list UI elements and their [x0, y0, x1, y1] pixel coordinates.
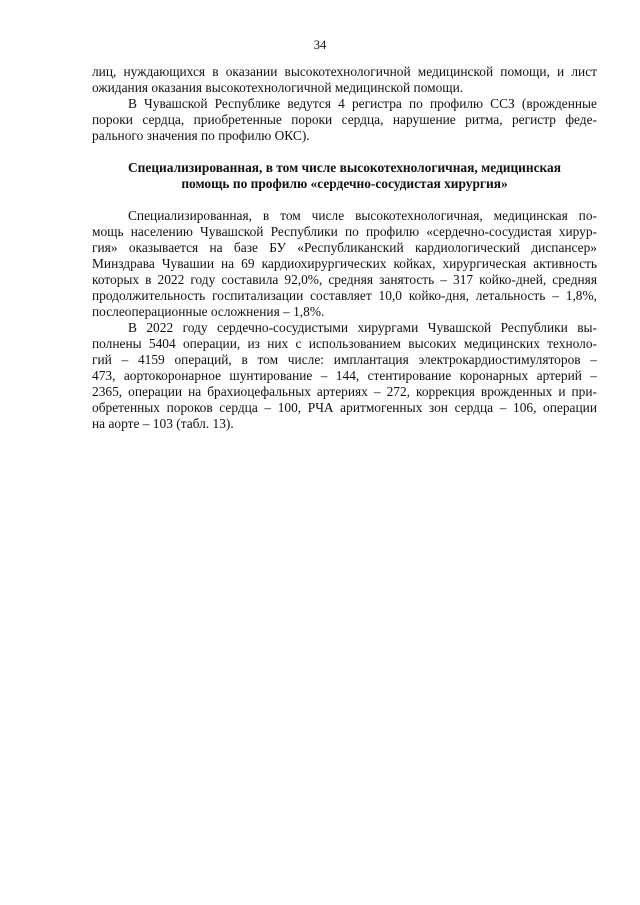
operations-line-7: на аорте – 103 (табл. 13).: [92, 416, 234, 431]
care-line-4: Минздрава Чувашии на 69 кардиохирургических койках, хирургическая активность: [92, 256, 597, 271]
intro-line-2: ожидания оказания высокотехнологичной медицинской помощи.: [92, 80, 464, 95]
care-line-3: гия» оказывается на базе БУ «Республиканский кардиологический диспансер»: [92, 240, 597, 255]
section-heading-line-2: помощь по профилю «сердечно-сосудистая хирургия»: [181, 176, 508, 191]
operations-line-6: обретенных пороков сердца – 100, РЧА аритмогенных зон сердца – 106, операции: [92, 400, 597, 415]
operations-line-4: 473, аортокоронарное шунтирование – 144, стентирование коронарных артерий –: [92, 368, 597, 383]
operations-line-5: 2365, операции на брахиоцефальных артериях – 272, коррекция врожденных и при-: [92, 384, 597, 399]
registry-line-2: пороки сердца, приобретенные пороки сердца, нарушение ритма, регистр феде-: [92, 112, 597, 127]
page-number: 34: [313, 38, 327, 52]
registry-line-1: В Чувашской Республике ведутся 4 регистра по профилю ССЗ (врожденные: [128, 96, 597, 111]
registry-line-3: рального значения по профилю ОКС).: [92, 128, 310, 143]
care-line-1: Специализированная, в том числе высокотехнологичная, медицинская по-: [128, 208, 597, 223]
care-line-5: которых в 2022 году составила 92,0%, средняя занятость – 317 койко-дней, средняя: [92, 272, 597, 287]
section-heading-line-1: Специализированная, в том числе высокотехнологичная, медицинская: [128, 160, 561, 175]
operations-line-1: В 2022 году сердечно-сосудистыми хирургами Чувашской Республики вы-: [128, 320, 597, 335]
operations-line-2: полнены 5404 операции, из них с использованием высоких медицинских техноло-: [92, 336, 597, 351]
operations-line-3: гий – 4159 операций, в том числе: имплантация электрокардиостимуляторов –: [92, 352, 597, 367]
care-line-7: послеоперационные осложнения – 1,8%.: [92, 304, 325, 319]
care-line-6: продолжительность госпитализации составляет 10,0 койко-дня, летальность – 1,8%,: [92, 288, 597, 303]
intro-line-1: лиц, нуждающихся в оказании высокотехнологичной медицинской помощи, и лист: [92, 64, 597, 79]
care-line-2: мощь населению Чувашской Республики по профилю «сердечно-сосудистая хирур-: [92, 224, 597, 239]
